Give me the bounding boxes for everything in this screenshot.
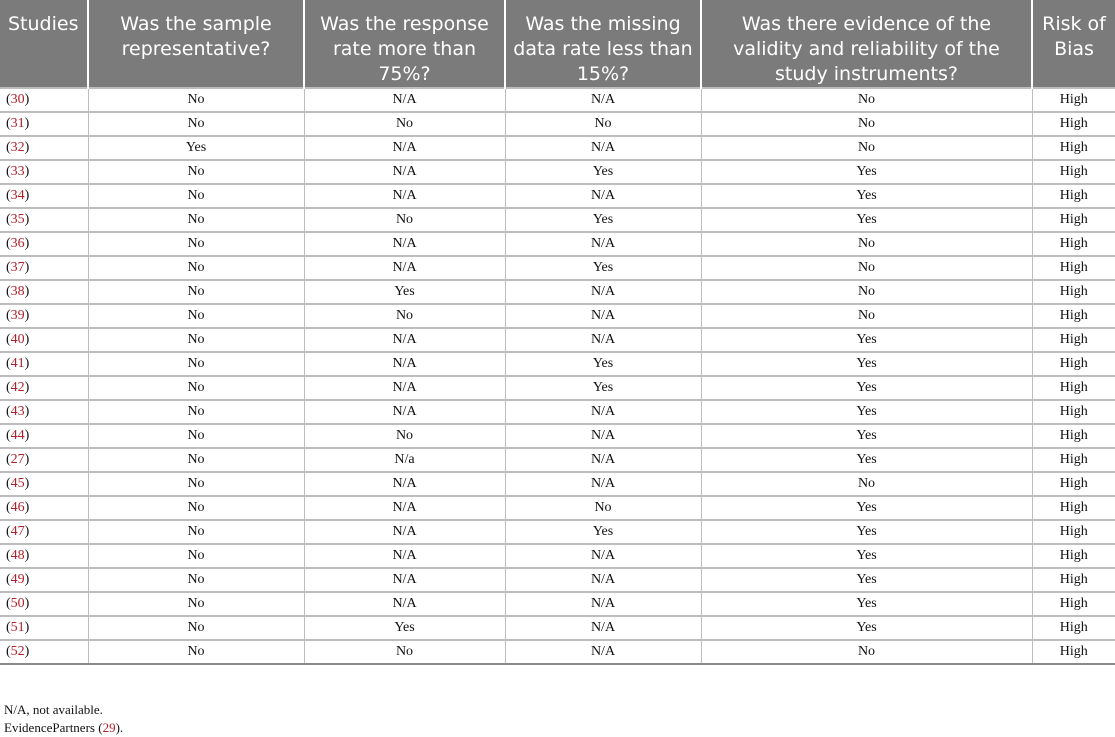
instrument-validity-cell: No: [701, 280, 1032, 304]
table-row: [0, 112, 1115, 136]
instrument-validity-cell: No: [701, 232, 1032, 256]
risk-of-bias-cell: High: [1032, 520, 1115, 544]
study-reference-cell: (43): [0, 400, 88, 424]
missing-data-cell: N/A: [505, 304, 701, 328]
risk-of-bias-cell: High: [1032, 256, 1115, 280]
study-reference-cell: (51): [0, 616, 88, 640]
instrument-validity-cell: No: [701, 472, 1032, 496]
study-reference-cell: (41): [0, 352, 88, 376]
table-row: [0, 592, 1115, 616]
table-row: [0, 256, 1115, 280]
sample-representative-cell: No: [88, 160, 304, 184]
study-reference-cell: (38): [0, 280, 88, 304]
sample-representative-cell: No: [88, 280, 304, 304]
study-reference-cell: (45): [0, 472, 88, 496]
study-reference-cell: (42): [0, 376, 88, 400]
study-reference-link[interactable]: 32: [10, 140, 25, 155]
sample-representative-cell: No: [88, 424, 304, 448]
sample-representative-cell: No: [88, 400, 304, 424]
missing-data-cell: N/A: [505, 328, 701, 352]
sample-representative-cell: No: [88, 184, 304, 208]
response-rate-cell: N/A: [304, 160, 505, 184]
study-reference-cell: (47): [0, 520, 88, 544]
table-footnotes: [4, 701, 123, 737]
study-reference-link[interactable]: 41: [10, 356, 25, 371]
study-reference-cell: (52): [0, 640, 88, 664]
response-rate-cell: N/A: [304, 544, 505, 568]
study-reference-link[interactable]: 40: [10, 332, 25, 347]
sample-representative-cell: No: [88, 472, 304, 496]
table-row: [0, 448, 1115, 472]
study-reference-cell: (36): [0, 232, 88, 256]
risk-of-bias-cell: High: [1032, 376, 1115, 400]
study-reference-link[interactable]: 49: [10, 572, 25, 587]
missing-data-cell: N/A: [505, 88, 701, 112]
table-row: [0, 184, 1115, 208]
abbreviation-note: N/A, not available.: [4, 702, 103, 717]
table-row: [0, 88, 1115, 112]
sample-representative-cell: No: [88, 448, 304, 472]
response-rate-cell: N/A: [304, 352, 505, 376]
risk-of-bias-cell: High: [1032, 616, 1115, 640]
missing-data-cell: No: [505, 496, 701, 520]
header-row: [0, 0, 1115, 88]
missing-data-cell: N/A: [505, 544, 701, 568]
risk-of-bias-cell: High: [1032, 496, 1115, 520]
sample-representative-cell: No: [88, 592, 304, 616]
source-note: EvidencePartners (29).: [4, 720, 124, 735]
sample-representative-cell: No: [88, 328, 304, 352]
table-row: [0, 136, 1115, 160]
instrument-validity-cell: Yes: [701, 352, 1032, 376]
missing-data-cell: N/A: [505, 568, 701, 592]
instrument-validity-cell: Yes: [701, 184, 1032, 208]
table-body: [0, 88, 1115, 664]
instrument-validity-cell: Yes: [701, 568, 1032, 592]
table-row: [0, 352, 1115, 376]
study-reference-link[interactable]: 34: [10, 188, 25, 203]
instrument-validity-cell: Yes: [701, 616, 1032, 640]
study-reference-cell: (35): [0, 208, 88, 232]
sample-representative-cell: No: [88, 304, 304, 328]
risk-of-bias-cell: High: [1032, 424, 1115, 448]
risk-of-bias-cell: High: [1032, 640, 1115, 664]
missing-data-cell: No: [505, 112, 701, 136]
table-row: [0, 472, 1115, 496]
missing-data-cell: N/A: [505, 640, 701, 664]
study-reference-link[interactable]: 48: [10, 548, 25, 563]
response-rate-cell: N/A: [304, 232, 505, 256]
table-row: [0, 640, 1115, 664]
risk-of-bias-cell: High: [1032, 568, 1115, 592]
sample-representative-cell: No: [88, 88, 304, 112]
response-rate-cell: N/a: [304, 448, 505, 472]
risk-of-bias-cell: High: [1032, 352, 1115, 376]
instrument-validity-cell: No: [701, 112, 1032, 136]
response-rate-cell: N/A: [304, 472, 505, 496]
study-reference-cell: (27): [0, 448, 88, 472]
missing-data-cell: N/A: [505, 472, 701, 496]
instrument-validity-cell: No: [701, 136, 1032, 160]
response-rate-cell: No: [304, 112, 505, 136]
response-rate-cell: No: [304, 640, 505, 664]
response-rate-cell: N/A: [304, 568, 505, 592]
instrument-validity-cell: Yes: [701, 448, 1032, 472]
response-rate-cell: Yes: [304, 616, 505, 640]
missing-data-cell: N/A: [505, 424, 701, 448]
sample-representative-cell: Yes: [88, 136, 304, 160]
table-row: [0, 208, 1115, 232]
sample-representative-cell: No: [88, 520, 304, 544]
response-rate-cell: N/A: [304, 256, 505, 280]
study-reference-cell: (44): [0, 424, 88, 448]
sample-representative-cell: No: [88, 208, 304, 232]
instrument-validity-cell: Yes: [701, 424, 1032, 448]
table-row: [0, 544, 1115, 568]
source-reference-link[interactable]: 29: [102, 720, 116, 735]
sample-representative-cell: No: [88, 616, 304, 640]
study-reference-link[interactable]: 33: [10, 164, 25, 179]
response-rate-cell: N/A: [304, 496, 505, 520]
study-reference-link[interactable]: 43: [10, 404, 25, 419]
missing-data-cell: Yes: [505, 520, 701, 544]
study-reference-link[interactable]: 37: [10, 260, 25, 275]
sample-representative-cell: No: [88, 232, 304, 256]
table-row: [0, 424, 1115, 448]
study-reference-link[interactable]: 36: [10, 236, 25, 251]
study-reference-cell: (30): [0, 88, 88, 112]
missing-data-cell: N/A: [505, 136, 701, 160]
risk-of-bias-cell: High: [1032, 280, 1115, 304]
instrument-validity-cell: Yes: [701, 208, 1032, 232]
study-reference-link[interactable]: 52: [10, 644, 25, 659]
response-rate-cell: N/A: [304, 184, 505, 208]
study-reference-cell: (39): [0, 304, 88, 328]
study-reference-cell: (32): [0, 136, 88, 160]
study-reference-cell: (50): [0, 592, 88, 616]
study-reference-cell: (40): [0, 328, 88, 352]
study-reference-link[interactable]: 35: [10, 212, 25, 227]
sample-representative-cell: No: [88, 112, 304, 136]
risk-of-bias-cell: High: [1032, 544, 1115, 568]
instrument-validity-cell: No: [701, 640, 1032, 664]
table-row: [0, 376, 1115, 400]
instrument-validity-cell: No: [701, 304, 1032, 328]
table-row: [0, 232, 1115, 256]
table-row: [0, 304, 1115, 328]
response-rate-cell: Yes: [304, 280, 505, 304]
instrument-validity-cell: Yes: [701, 592, 1032, 616]
instrument-validity-cell: No: [701, 88, 1032, 112]
study-reference-link[interactable]: 47: [10, 524, 25, 539]
risk-of-bias-cell: High: [1032, 448, 1115, 472]
study-reference-cell: (46): [0, 496, 88, 520]
response-rate-cell: N/A: [304, 520, 505, 544]
response-rate-cell: N/A: [304, 592, 505, 616]
risk-of-bias-cell: High: [1032, 400, 1115, 424]
header-risk-of-bias: Risk of Bias: [1032, 0, 1115, 88]
sample-representative-cell: No: [88, 496, 304, 520]
study-reference-link[interactable]: 42: [10, 380, 25, 395]
study-reference-link[interactable]: 45: [10, 476, 25, 491]
response-rate-cell: N/A: [304, 376, 505, 400]
study-reference-cell: (34): [0, 184, 88, 208]
sample-representative-cell: No: [88, 544, 304, 568]
header-studies: Studies: [0, 0, 88, 88]
missing-data-cell: N/A: [505, 184, 701, 208]
study-reference-cell: (49): [0, 568, 88, 592]
study-reference-link[interactable]: 51: [10, 620, 25, 635]
risk-of-bias-cell: High: [1032, 160, 1115, 184]
risk-of-bias-cell: High: [1032, 232, 1115, 256]
study-reference-link[interactable]: 46: [10, 500, 25, 515]
response-rate-cell: No: [304, 304, 505, 328]
missing-data-cell: Yes: [505, 208, 701, 232]
missing-data-cell: N/A: [505, 448, 701, 472]
instrument-validity-cell: Yes: [701, 376, 1032, 400]
table-row: [0, 328, 1115, 352]
study-reference-link[interactable]: 39: [10, 308, 25, 323]
instrument-validity-cell: No: [701, 256, 1032, 280]
table-row: [0, 280, 1115, 304]
risk-of-bias-cell: High: [1032, 184, 1115, 208]
study-reference-link[interactable]: 44: [10, 428, 25, 443]
study-reference-link[interactable]: 30: [10, 92, 25, 107]
risk-of-bias-cell: High: [1032, 328, 1115, 352]
missing-data-cell: N/A: [505, 232, 701, 256]
study-reference-link[interactable]: 38: [10, 284, 25, 299]
risk-of-bias-cell: High: [1032, 592, 1115, 616]
sample-representative-cell: No: [88, 640, 304, 664]
missing-data-cell: N/A: [505, 400, 701, 424]
instrument-validity-cell: Yes: [701, 160, 1032, 184]
missing-data-cell: Yes: [505, 256, 701, 280]
risk-of-bias-cell: High: [1032, 208, 1115, 232]
missing-data-cell: N/A: [505, 592, 701, 616]
missing-data-cell: Yes: [505, 376, 701, 400]
missing-data-cell: N/A: [505, 280, 701, 304]
response-rate-cell: N/A: [304, 400, 505, 424]
sample-representative-cell: No: [88, 256, 304, 280]
study-reference-cell: (48): [0, 544, 88, 568]
header-sample-representative: Was the sample representative?: [88, 0, 304, 88]
table-row: [0, 160, 1115, 184]
study-reference-cell: (31): [0, 112, 88, 136]
risk-of-bias-cell: High: [1032, 472, 1115, 496]
study-reference-link[interactable]: 31: [10, 116, 25, 131]
risk-of-bias-cell: High: [1032, 112, 1115, 136]
header-instrument-validity: Was there evidence of the validity and reliability of the study instruments?: [701, 0, 1032, 88]
study-reference-link[interactable]: 27: [10, 452, 25, 467]
table-header: [0, 0, 1115, 88]
sample-representative-cell: No: [88, 568, 304, 592]
missing-data-cell: Yes: [505, 160, 701, 184]
source-name: EvidencePartners: [4, 720, 95, 735]
risk-of-bias-cell: High: [1032, 304, 1115, 328]
instrument-validity-cell: Yes: [701, 544, 1032, 568]
study-reference-link[interactable]: 50: [10, 596, 25, 611]
table-row: [0, 496, 1115, 520]
table-row: [0, 568, 1115, 592]
header-response-rate: Was the response rate more than 75%?: [304, 0, 505, 88]
response-rate-cell: N/A: [304, 328, 505, 352]
instrument-validity-cell: Yes: [701, 496, 1032, 520]
table-row: [0, 400, 1115, 424]
risk-of-bias-cell: High: [1032, 88, 1115, 112]
response-rate-cell: N/A: [304, 136, 505, 160]
missing-data-cell: Yes: [505, 352, 701, 376]
study-reference-cell: (33): [0, 160, 88, 184]
study-reference-cell: (37): [0, 256, 88, 280]
response-rate-cell: No: [304, 208, 505, 232]
instrument-validity-cell: Yes: [701, 520, 1032, 544]
response-rate-cell: No: [304, 424, 505, 448]
table-row: [0, 616, 1115, 640]
sample-representative-cell: No: [88, 352, 304, 376]
header-missing-data-rate: Was the missing data rate less than 15%?: [505, 0, 701, 88]
table-row: [0, 520, 1115, 544]
instrument-validity-cell: Yes: [701, 328, 1032, 352]
missing-data-cell: N/A: [505, 616, 701, 640]
instrument-validity-cell: Yes: [701, 400, 1032, 424]
risk-of-bias-cell: High: [1032, 136, 1115, 160]
sample-representative-cell: No: [88, 376, 304, 400]
response-rate-cell: N/A: [304, 88, 505, 112]
